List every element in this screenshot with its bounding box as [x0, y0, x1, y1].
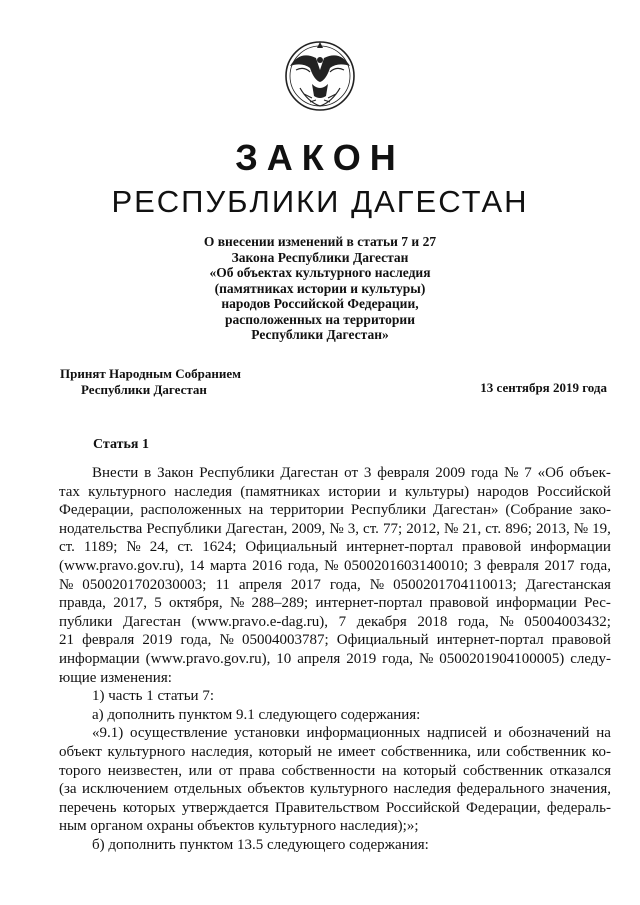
body-word: «Об	[537, 465, 564, 481]
body-word: нодательства	[59, 520, 143, 537]
body-word: Дагестан,	[225, 520, 288, 537]
body-word: торого	[59, 762, 102, 779]
body-word: 19,	[592, 520, 611, 537]
law-heading	[140, 234, 500, 343]
body-word: не	[317, 743, 333, 760]
body-word: 21	[59, 632, 74, 649]
body-word: (Собрание	[505, 502, 573, 519]
body-word: 7	[338, 613, 347, 630]
body-word: октября,	[169, 595, 223, 612]
body-word: федерального	[456, 781, 545, 798]
body-word: 3	[363, 465, 372, 481]
body-word: года,	[580, 557, 611, 574]
body-word: Дагестан»	[433, 502, 499, 519]
body-word: и	[493, 725, 502, 742]
body-word: 0500201603140010;	[344, 557, 469, 574]
body-word: осуществление	[130, 725, 228, 742]
body-word: надписей	[427, 725, 487, 742]
body-line	[59, 557, 611, 576]
body-word: культурного	[107, 743, 186, 760]
body-word: который	[258, 743, 312, 760]
body-word: собственности	[281, 762, 376, 779]
body-word: зако-	[579, 502, 611, 519]
body-word: №	[499, 613, 514, 630]
adoption-note	[60, 366, 241, 398]
body-word: или	[476, 743, 501, 760]
body-word: 3	[473, 557, 482, 574]
body-word: федераль-	[546, 799, 611, 816]
body-word: Республики	[199, 465, 275, 481]
body-word: 0500201702030003;	[82, 576, 207, 593]
body-word: правовой	[551, 632, 611, 649]
body-word: наследия	[174, 483, 233, 500]
body-word: Рес-	[584, 595, 611, 612]
body-line	[59, 501, 611, 520]
body-word: Российской	[385, 799, 460, 816]
body-word: года,	[457, 613, 489, 630]
body-word: 10	[276, 650, 292, 667]
body-word: «9.1)	[92, 725, 124, 742]
body-word: перечень	[59, 799, 117, 816]
body-word: информации	[59, 650, 140, 667]
heading-line: народов Российской Федерации,	[221, 296, 419, 311]
body-line	[59, 799, 611, 818]
body-word: года,	[287, 557, 319, 574]
body-word: отказался	[549, 762, 611, 779]
body-word: Дагестанская	[525, 576, 611, 593]
body-word: марта	[209, 557, 247, 574]
body-word: неизвестен,	[107, 762, 183, 779]
body-word: №	[219, 632, 234, 649]
body-word: и	[388, 483, 397, 500]
body-word: объектов	[247, 781, 305, 798]
body-line	[59, 520, 611, 539]
body-line: ным органом охраны объектов культурного наследия);»;	[59, 818, 419, 835]
body-word: на	[248, 502, 264, 519]
body-word: публики	[59, 613, 113, 630]
body-word: 2019	[346, 650, 377, 667]
body-word: информации	[496, 595, 577, 612]
body-word: 288–289;	[251, 595, 309, 612]
heading-line: О внесении изменений в статьи 7 и 27	[203, 234, 437, 249]
body-word: имеет	[337, 743, 376, 760]
body-line	[59, 576, 611, 595]
body-word: 2017,	[113, 595, 147, 612]
body-word: Официальный	[336, 632, 429, 649]
body-word: ст.	[177, 539, 194, 556]
body-word: февраля	[486, 557, 539, 574]
body-word: Республики	[146, 520, 222, 537]
heading-line: Закона Республики Дагестан	[231, 249, 409, 265]
body-line	[59, 724, 611, 743]
body-word: собственник	[463, 762, 544, 779]
body-word: 2019	[142, 632, 173, 649]
body-line: ющие изменения:	[59, 669, 172, 686]
body-word: ст.	[59, 539, 75, 556]
heading-line: Республики Дагестан»	[251, 327, 389, 342]
body-line	[59, 538, 611, 557]
body-word: установки	[234, 725, 300, 742]
body-word: №	[573, 520, 589, 537]
body-word: 2009,	[291, 520, 326, 537]
body-word: на	[381, 762, 397, 779]
heading-line: (памятниках истории и культуры)	[214, 280, 426, 296]
eagle-coat-of-arms-icon	[282, 36, 358, 114]
heading-line: расположенных на территории	[224, 311, 415, 327]
body-line	[59, 613, 611, 632]
body-word: 2013,	[535, 520, 570, 537]
body-line: б) дополнить пунктом 13.5 следующего содержания:	[92, 836, 429, 853]
body-word: (www.pravo.gov.ru),	[59, 557, 184, 574]
body-word: которых	[122, 799, 176, 816]
body-word: культуры)	[404, 483, 470, 500]
law-title: ЗАКОН	[235, 137, 405, 178]
body-word: апреля	[238, 576, 282, 593]
body-word: значения,	[550, 781, 611, 798]
body-word: Дагестан	[280, 465, 339, 481]
body-word: культурного	[310, 781, 388, 798]
body-word: Федерации,	[466, 799, 541, 816]
body-word: февраля	[377, 465, 430, 481]
body-word: года,	[382, 650, 414, 667]
body-word: ст.	[485, 520, 502, 537]
body-word: (www.pravo.gov.ru),	[145, 650, 271, 667]
body-word: №	[369, 576, 385, 593]
body-word: собственника,	[380, 743, 472, 760]
body-word: (www.pravo.e-dag.ru),	[191, 613, 329, 630]
body-word: Внести	[92, 465, 139, 481]
body-word: (памятниках	[240, 483, 321, 500]
adoption-date: 13 сентября 2019 года	[480, 380, 607, 395]
body-word: Республики	[350, 502, 427, 519]
body-word: №	[59, 576, 74, 593]
body-line	[59, 780, 611, 799]
body-word: ко-	[591, 743, 611, 760]
body-line: 1) часть 1 статьи 7:	[92, 688, 215, 705]
body-word: интернет-портал	[436, 632, 544, 649]
body-word: №	[444, 520, 459, 537]
body-line	[59, 464, 611, 483]
body-word: 2017	[290, 576, 321, 593]
body-word: исключением	[82, 781, 169, 798]
body-word: на	[596, 725, 611, 742]
body-word: 1189;	[83, 539, 118, 556]
body-word: Официальный	[245, 539, 338, 556]
body-line	[59, 631, 611, 650]
body-word: №	[324, 557, 339, 574]
body-word: года,	[329, 576, 361, 593]
body-word: интернет-портал	[315, 595, 423, 612]
body-word: №	[329, 520, 344, 537]
body-word: года	[471, 465, 499, 481]
body-word: наследия	[393, 781, 452, 798]
body-word: Российской	[536, 483, 611, 500]
body-word: февраля	[82, 632, 135, 649]
body-word: обозначений	[508, 725, 590, 742]
body-word: 77;	[382, 520, 403, 537]
body-word: права	[239, 762, 275, 779]
adoption-line-1: Принят Народным Собранием	[60, 366, 242, 381]
body-word: 11	[215, 576, 230, 593]
heading-line: «Об объектах культурного наследия	[209, 265, 431, 280]
article-title: Статья 1	[93, 437, 149, 452]
body-word: территории	[270, 502, 344, 519]
body-word: года,	[180, 632, 212, 649]
law-subtitle: РЕСПУБЛИКИ ДАГЕСТАН	[111, 184, 529, 219]
body-word: наследия,	[191, 743, 253, 760]
body-word: Дагестан	[123, 613, 181, 630]
body-word: ст.	[363, 520, 379, 537]
body-word: объект	[59, 743, 102, 760]
body-line	[59, 594, 611, 613]
body-word: 2016	[252, 557, 283, 574]
body-word: декабря	[356, 613, 407, 630]
body-word: от	[218, 762, 233, 779]
body-word: расположенных	[140, 502, 242, 519]
body-word: собственник	[506, 743, 587, 760]
body-word: 2009	[435, 465, 466, 481]
body-word: от	[344, 465, 359, 481]
body-line	[59, 743, 611, 762]
body-word: №	[419, 650, 434, 667]
body-line	[59, 762, 611, 781]
body-word: №	[126, 539, 141, 556]
body-word: Правительством	[274, 799, 380, 816]
body-word: апреля	[297, 650, 341, 667]
body-word: 3,	[347, 520, 359, 537]
body-word: 1624;	[202, 539, 237, 556]
body-word: утверждается	[181, 799, 269, 816]
body-word: следу-	[570, 650, 611, 667]
body-word: Закон	[157, 465, 194, 481]
body-word: (за	[59, 781, 77, 798]
adoption-line-2: Республики Дагестан	[81, 382, 207, 397]
body-word: народов	[477, 483, 529, 500]
body-word: или	[188, 762, 213, 779]
body-word: 0500201904100005)	[439, 650, 565, 667]
body-word: 0500201704110013;	[393, 576, 517, 593]
body-word: Федерации,	[59, 502, 134, 519]
body-word: 05004003787;	[241, 632, 329, 649]
body-word: 7	[524, 465, 532, 481]
body-word: правовой	[429, 595, 489, 612]
body-word: 2018	[417, 613, 448, 630]
body-word: правовой	[462, 539, 522, 556]
body-word: 896;	[505, 520, 532, 537]
body-word: 21,	[462, 520, 482, 537]
body-word: №	[229, 595, 245, 612]
body-word: в	[144, 465, 152, 481]
body-word: который	[403, 762, 457, 779]
body-line	[59, 483, 611, 502]
body-word: информационных	[306, 725, 421, 742]
body-line	[59, 650, 611, 669]
body-word: истории	[328, 483, 381, 500]
body-word: 05004003432;	[524, 613, 611, 630]
body-word: отдельных	[174, 781, 242, 798]
article-body	[59, 464, 611, 854]
body-line: а) дополнить пунктом 9.1 следующего содержания:	[92, 706, 421, 723]
body-word: 14	[189, 557, 205, 574]
body-word: интернет-портал	[346, 539, 454, 556]
body-word: правда,	[59, 595, 106, 612]
body-word: 5	[154, 595, 162, 612]
body-word: культурного	[88, 483, 166, 500]
body-word: информации	[530, 539, 611, 556]
body-word: №	[504, 465, 519, 481]
body-word: 2012,	[406, 520, 440, 537]
body-word: 24,	[149, 539, 169, 556]
body-word: объек-	[569, 465, 611, 481]
body-word: 2017	[544, 557, 575, 574]
body-word: тах	[59, 483, 80, 500]
